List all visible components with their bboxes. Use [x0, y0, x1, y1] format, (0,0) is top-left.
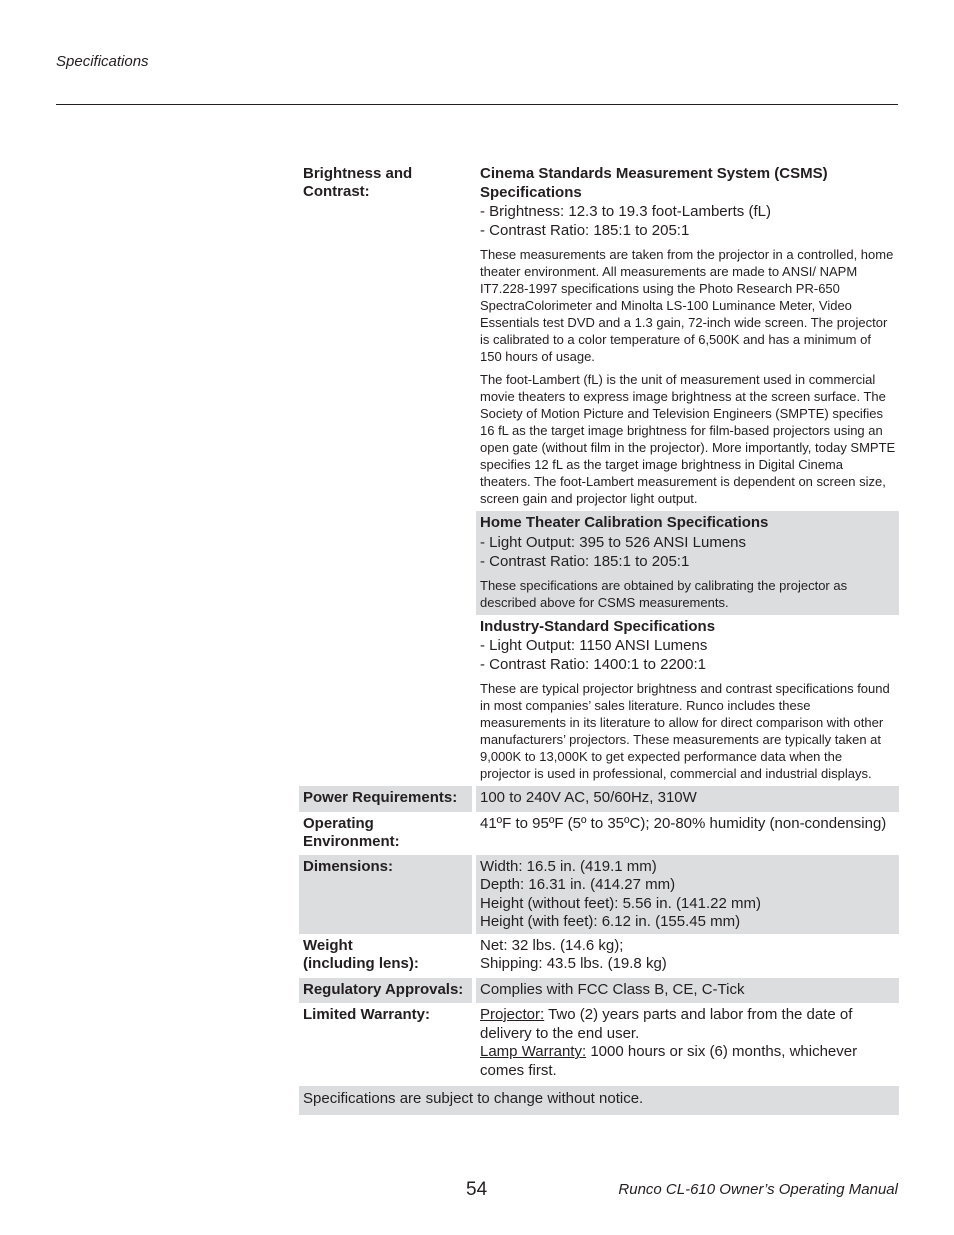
- dimension-line: Width: 16.5 in. (419.1 mm): [480, 857, 657, 875]
- weight-label-line: (including lens):: [303, 954, 419, 972]
- spec-label-dimensions: Dimensions:: [299, 855, 474, 934]
- spec-value-warranty: [474, 1003, 899, 1086]
- industry-bullet: - Light Output: 1150 ANSI Lumens: [480, 637, 708, 654]
- industry-title: Industry-Standard Specifications: [480, 617, 716, 635]
- spec-label-warranty: Limited Warranty:: [299, 1003, 474, 1086]
- weight-line: Shipping: 43.5 lbs. (19.8 kg): [480, 955, 667, 972]
- page-number: 54: [466, 1179, 488, 1200]
- dimension-line: Height (without feet): 5.56 in. (141.22 mm): [480, 894, 761, 912]
- dimension-line: Depth: 16.31 in. (414.27 mm): [480, 876, 676, 893]
- projector-warranty: [480, 1006, 896, 1043]
- spec-row-dimensions: [299, 855, 899, 934]
- csms-section: [474, 162, 899, 511]
- industry-section: [474, 615, 899, 787]
- spec-row-weight: [299, 934, 899, 978]
- spec-label-regulatory: Regulatory Approvals:: [299, 978, 474, 1004]
- spec-row-environment: [299, 812, 899, 855]
- environment-label-text: Operating Environment:: [303, 814, 400, 850]
- csms-title: Cinema Standards Measurement System (CSMS) Specifications: [480, 165, 828, 201]
- spec-value-weight: [474, 934, 899, 978]
- spec-row-power: [299, 786, 899, 812]
- lamp-warranty-text: 1000 hours or six (6) months, whichever comes first.: [480, 1043, 858, 1079]
- industry-note: These are typical projector brightness and contrast specifications found in most companies’ sales literature. Runco includes these measurements in its literature to allow for direct comparison with other manufacturers’ projectors. These measurements are typically taken at 9,000K to 13,000K to get expected performance data when the projector is used in professional, commercial and industrial displays.: [480, 681, 890, 781]
- industry-bullet: - Contrast Ratio: 1400:1 to 2200:1: [480, 656, 706, 673]
- spec-value-power: 100 to 240V AC, 50/60Hz, 310W: [474, 786, 899, 812]
- spec-label-brightness: [299, 162, 474, 786]
- running-header: Specifications: [56, 53, 149, 70]
- manual-title: Runco CL-610 Owner’s Operating Manual: [618, 1181, 898, 1198]
- spec-row-footnote: [299, 1086, 899, 1115]
- lamp-warranty-term: Lamp Warranty:: [480, 1043, 587, 1060]
- specifications-footnote: Specifications are subject to change without notice.: [299, 1086, 899, 1115]
- spec-value-dimensions: [474, 855, 899, 934]
- specifications-table: [299, 162, 899, 1115]
- home-theater-bullet: - Contrast Ratio: 185:1 to 205:1: [480, 552, 690, 570]
- csms-bullet: - Brightness: 12.3 to 19.3 foot-Lamberts (fL): [480, 203, 771, 220]
- spec-row-brightness: [299, 162, 899, 511]
- home-theater-title: Home Theater Calibration Specifications: [480, 514, 769, 531]
- spec-value-environment: 41ºF to 95ºF (5º to 35ºC); 20-80% humidity (non-condensing): [480, 814, 887, 832]
- lamp-warranty: [480, 1043, 896, 1080]
- spec-label-weight: [299, 934, 474, 978]
- spec-value-regulatory: Complies with FCC Class B, CE, C-Tick: [474, 978, 899, 1004]
- spec-label-environment: [299, 812, 474, 855]
- projector-warranty-text: Two (2) years parts and labor from the date of delivery to the end user.: [480, 1006, 853, 1042]
- weight-label-line: Weight: [303, 936, 353, 954]
- weight-line: Net: 32 lbs. (14.6 kg);: [480, 936, 624, 954]
- brightness-label-text: Brightness and Contrast:: [303, 165, 413, 200]
- home-theater-section: [474, 511, 899, 615]
- csms-note: These measurements are taken from the projector in a controlled, home theater environment. All measurements are made to ANSI/ NAPM IT7.228-1997 specifications using the Photo Research PR-650 SpectraColorimeter and Minolta LS-100 Luminance Meter, Video Essentials test DVD and a 1.3 gain, 72-inch wide screen. The projector is calibrated to a color temperature of 6,500K and has a minimum of 150 hours of usage.: [480, 247, 894, 364]
- header-divider: [56, 104, 898, 105]
- spec-row-warranty: [299, 1003, 899, 1086]
- home-theater-bullet: - Light Output: 395 to 526 ANSI Lumens: [480, 533, 747, 551]
- spec-label-power: Power Requirements:: [299, 786, 474, 812]
- foot-lambert-note: The foot-Lambert (fL) is the unit of measurement used in commercial movie theaters to express image brightness at the screen surface. The Society of Motion Picture and Television Engineers (SMPTE) specifies 16 fL as the target image brightness for film-based projectors using an open gate (without film in the projector). More importantly, today SMPTE specifies 12 fL as the target image brightness in Digital Cinema theaters. The foot-Lambert measurement is dependent on screen size, screen gain and projector light output.: [480, 372, 896, 506]
- projector-warranty-term: Projector:: [480, 1006, 545, 1023]
- dimension-line: Height (with feet): 6.12 in. (155.45 mm): [480, 913, 741, 930]
- home-theater-note: These specifications are obtained by calibrating the projector as described above for CSMS measurements.: [480, 577, 848, 610]
- csms-bullet: - Contrast Ratio: 185:1 to 205:1: [480, 222, 690, 239]
- spec-row-regulatory: [299, 978, 899, 1004]
